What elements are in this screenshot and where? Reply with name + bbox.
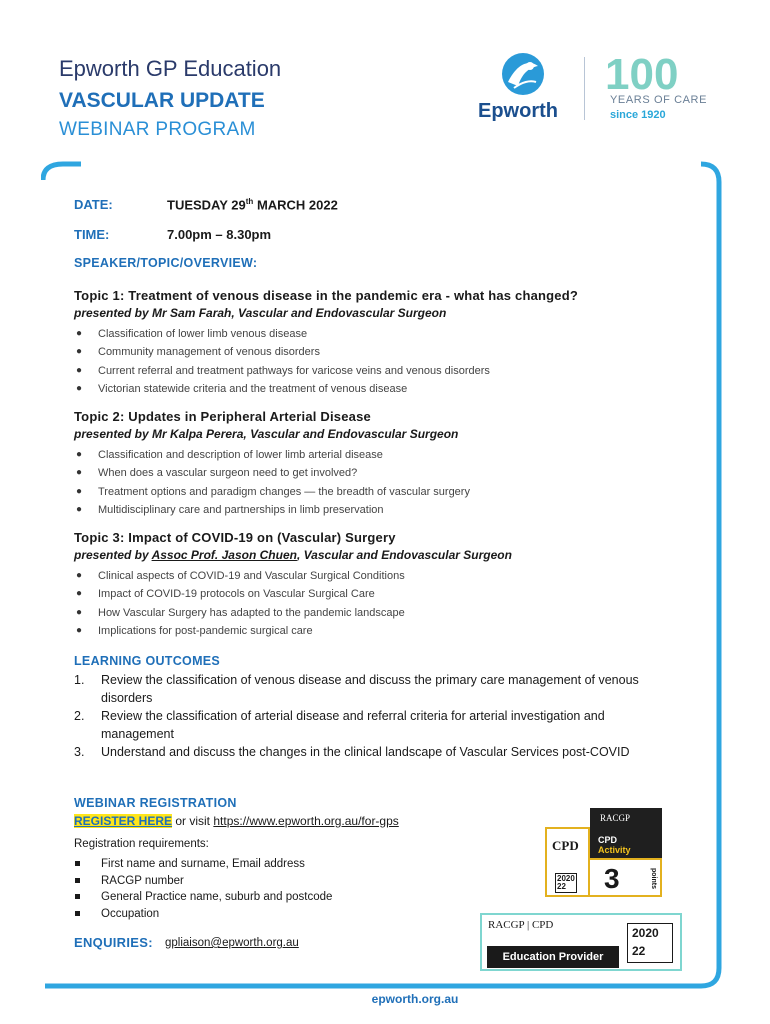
learning-outcomes-heading: LEARNING OUTCOMES xyxy=(74,654,221,668)
topic-presenter: presented by Mr Kalpa Perera, Vascular and Endovascular Surgeon xyxy=(74,427,459,441)
topic-2 xyxy=(74,409,704,519)
topic-3 xyxy=(74,530,704,640)
enquiries-label: ENQUIRIES: xyxy=(74,935,153,950)
cpd-points-label: points xyxy=(650,868,657,889)
topic-bullet-list xyxy=(74,567,704,640)
registration-heading: WEBINAR REGISTRATION xyxy=(74,796,237,810)
topic-1 xyxy=(74,288,704,398)
enquiries-email-link[interactable]: gpliaison@epworth.org.au xyxy=(165,937,299,949)
topic-presenter: presented by Assoc Prof. Jason Chuen, Vascular and Endovascular Surgeon xyxy=(74,548,512,562)
provider-brand: RACGP | CPD xyxy=(488,919,554,931)
topic-title: Topic 1: Treatment of venous disease in the pandemic era - what has changed? xyxy=(74,288,579,303)
cpd-activity-badge xyxy=(545,808,662,897)
list-item: General Practice name, suburb and postcode xyxy=(74,889,332,906)
centenary-number: 100 xyxy=(605,53,679,93)
time-value: 7.00pm – 8.30pm xyxy=(167,227,272,242)
centenary-100-logo xyxy=(605,53,705,93)
topic-title: Topic 3: Impact of COVID-19 on (Vascular) Surgery xyxy=(74,530,396,545)
topic-presenter: presented by Mr Sam Farah, Vascular and Endovascular Surgeon xyxy=(74,306,447,320)
date-value: TUESDAY 29th MARCH 2022 xyxy=(167,197,338,213)
list-item: ● When does a vascular surgeon need to get involved? xyxy=(76,467,358,480)
epworth-wordmark: Epworth xyxy=(478,100,558,122)
list-item: ● Impact of COVID-19 protocols on Vascular Surgical Care xyxy=(76,588,375,601)
list-item: ● Classification of lower limb venous disease xyxy=(76,328,308,340)
list-item: ● Classification and description of lower limb arterial disease xyxy=(76,449,383,461)
program-subtitle: WEBINAR PROGRAM xyxy=(59,119,256,140)
list-item: ● Clinical aspects of COVID-19 and Vascular Surgical Conditions xyxy=(76,570,405,582)
list-item: ● How Vascular Surgery has adapted to the pandemic landscape xyxy=(76,606,405,619)
program-title: VASCULAR UPDATE xyxy=(59,89,265,112)
cpd-badge-left xyxy=(545,827,590,897)
date-label: DATE: xyxy=(74,197,113,212)
registration-url-link[interactable]: https://www.epworth.org.au/for-gps xyxy=(213,814,399,828)
cpd-activity-line2: Activity xyxy=(598,845,631,855)
list-item: ● Current referral and treatment pathways for varicose veins and venous disorders xyxy=(76,364,490,377)
provider-label: Education Provider xyxy=(487,946,619,968)
cpd-badge-points xyxy=(590,858,662,897)
requirements-list xyxy=(74,856,332,922)
cpd-points-value: 3 xyxy=(604,863,620,894)
years-of-care: YEARS OF CARE xyxy=(610,94,708,106)
speakers-heading: SPEAKER/TOPIC/OVERVIEW: xyxy=(74,256,258,270)
registration-line: REGISTER HERE or visit https://www.epworth.org.au/for-gps xyxy=(74,814,399,828)
cpd-badge-top xyxy=(590,808,662,858)
register-here-link[interactable]: REGISTER HERE xyxy=(74,814,173,828)
topic-bullet-list xyxy=(74,325,704,398)
cpd-activity-line1: CPD xyxy=(598,835,618,845)
list-item: 2. Review the classification of arterial disease and referral criteria for arterial investigation and management xyxy=(74,709,605,741)
list-item: First name and surname, Email address xyxy=(74,856,332,873)
presenter-name: Assoc Prof. Jason Chuen xyxy=(151,548,297,562)
since-year: since 1920 xyxy=(610,109,666,121)
racgp-brand: RACGP xyxy=(600,813,631,823)
topic-bullet-list xyxy=(74,446,704,519)
list-item: ● Victorian statewide criteria and the treatment of venous disease xyxy=(76,382,408,395)
list-item: RACGP number xyxy=(74,873,332,890)
list-item: 3. Understand and discuss the changes in the clinical landscape of Vascular Services post-COVID xyxy=(74,745,630,759)
provider-year: 2020 22 xyxy=(627,923,673,963)
learning-outcomes-list xyxy=(74,671,674,761)
list-item: ● Multidisciplinary care and partnerships in limb preservation xyxy=(76,503,384,516)
list-item: 1. Review the classification of venous disease and discuss the primary care management of venous disorders xyxy=(74,673,639,705)
footer-website[interactable]: epworth.org.au xyxy=(371,992,459,1006)
cpd-year: 2020 22 xyxy=(557,874,575,891)
cpd-text: CPD xyxy=(552,838,579,853)
time-label: TIME: xyxy=(74,227,110,242)
list-item: ● Treatment options and paradigm changes — the breadth of vascular surgery xyxy=(76,485,470,498)
education-provider-badge xyxy=(480,913,682,971)
program-series-title: Epworth GP Education xyxy=(59,56,282,81)
topic-title: Topic 2: Updates in Peripheral Arterial Disease xyxy=(74,409,371,424)
requirements-heading: Registration requirements: xyxy=(74,838,209,850)
list-item: ● Implications for post-pandemic surgical care xyxy=(76,624,313,637)
list-item: Occupation xyxy=(74,906,332,923)
list-item: ● Community management of venous disorders xyxy=(76,346,320,359)
logo-divider xyxy=(584,57,585,120)
